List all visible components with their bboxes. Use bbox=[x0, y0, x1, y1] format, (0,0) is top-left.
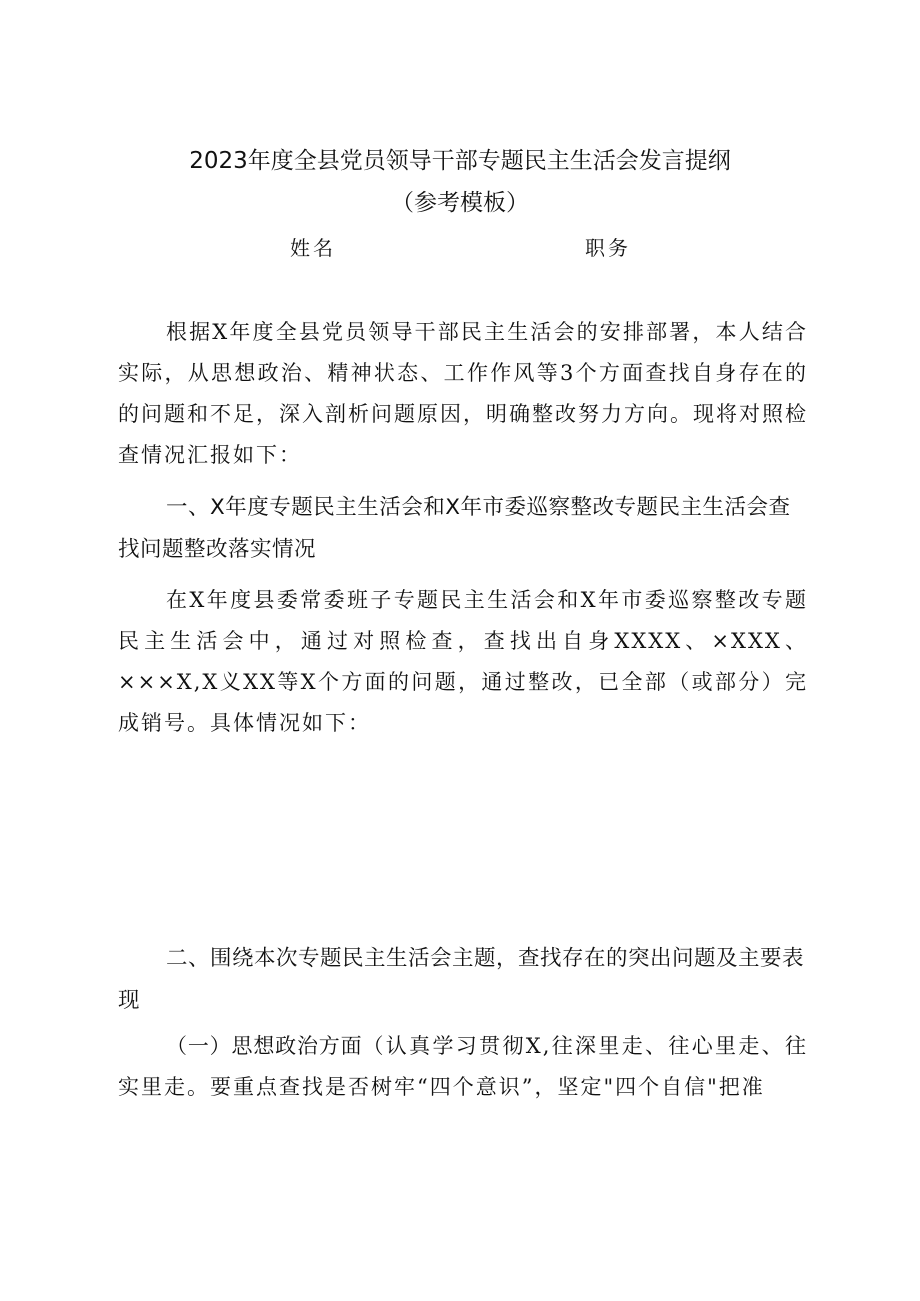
section-2-heading: 二、围绕本次专题民主生活会主题，查找存在的突出问题及主要表现 bbox=[118, 946, 805, 1013]
subsection-1-heading: （一）思想政治方面 bbox=[166, 1034, 363, 1058]
position-label: 职务 bbox=[585, 236, 631, 260]
document-title: 2023年度全县党员领导干部专题民主生活会发言提纲 bbox=[189, 148, 731, 174]
subsection-1-body: （认真学习贯彻X,往深里走、往心里走、往实里走。要重点查找是否树牢“四个意识”，坚定"四个自信"把准 bbox=[118, 1034, 809, 1099]
section-1-body: 在X年度县委常委班子专题民主生活会和X年市委巡察整改专题民主生活会中，通过对照检查，查找出自身XXXX、×XXX、×××X,X义XX等X个方面的问题，通过整改，已全部（或部分）完成销号。具体情况如下： bbox=[118, 588, 808, 735]
section-1-heading: 一、X年度专题民主生活会和X年市委巡察整改专题民主生活会查找问题整改落实情况 bbox=[118, 495, 791, 562]
subsection-1-paragraph bbox=[118, 1026, 808, 1108]
intro-paragraph: 根据X年度全县党员领导干部民主生活会的安排部署，本人结合实际，从思想政治、精神状态、工作作风等3个方面查找自身存在的的问题和不足，深入剖析问题原因，明确整改努力方向。现将对照检查情况汇报如下： bbox=[118, 320, 808, 467]
document-subtitle: （参考模板） bbox=[391, 190, 529, 216]
name-label: 姓名 bbox=[290, 236, 336, 260]
